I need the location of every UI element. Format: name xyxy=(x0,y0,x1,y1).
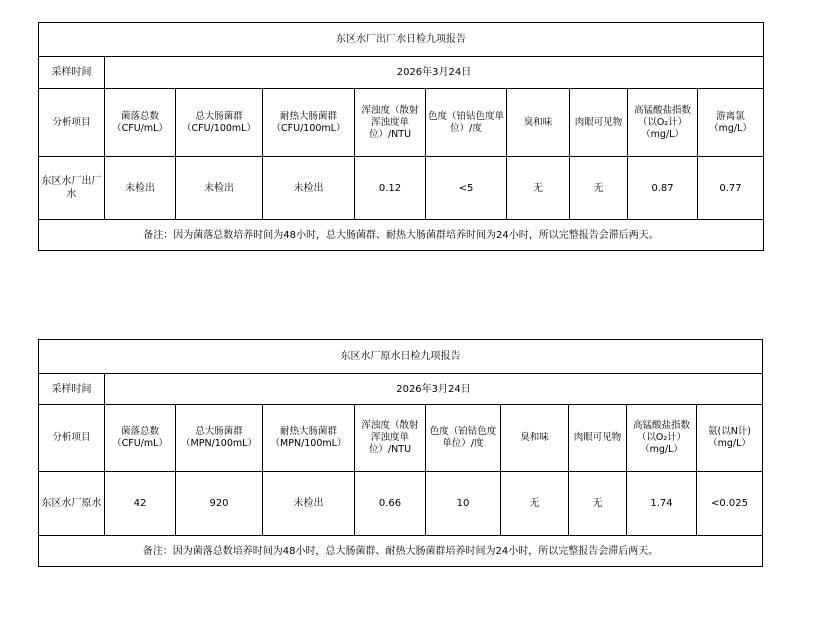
report-title: 东区水厂出厂水日检九项报告 xyxy=(39,23,764,57)
header-total-coliforms: 总大肠菌群（CFU/100mL） xyxy=(176,89,263,157)
value-chroma: <5 xyxy=(426,157,507,220)
header-colony-count: 菌落总数（CFU/mL） xyxy=(105,405,176,472)
value-visible-matter: 无 xyxy=(570,157,628,220)
value-turbidity: 0.66 xyxy=(355,472,426,536)
sample-name: 东区水厂出厂水 xyxy=(39,157,105,220)
report-note: 备注：因为菌落总数培养时间为48小时，总大肠菌群、耐热大肠菌群培养时间为24小时，所以完整报告会滞后两天。 xyxy=(39,536,763,567)
header-visible-matter: 肉眼可见物 xyxy=(570,89,628,157)
header-odor-taste: 臭和味 xyxy=(501,405,569,472)
header-colony-count: 菌落总数（CFU/mL） xyxy=(105,89,176,157)
header-turbidity: 浑浊度（散射浑浊度单位）/NTU xyxy=(355,405,426,472)
header-thermotolerant-coliforms: 耐热大肠菌群（CFU/100mL） xyxy=(263,89,355,157)
header-turbidity: 浑浊度（散射浑浊度单位）/NTU xyxy=(355,89,426,157)
value-turbidity: 0.12 xyxy=(355,157,426,220)
value-permanganate-index: 0.87 xyxy=(628,157,698,220)
header-chroma: 色度（铂钴色度单位）/度 xyxy=(426,89,507,157)
header-free-chlorine: 游离氯（mg/L） xyxy=(698,89,764,157)
report-note: 备注：因为菌落总数培养时间为48小时，总大肠菌群、耐热大肠菌群培养时间为24小时，所以完整报告会滞后两天。 xyxy=(39,220,764,251)
report-title: 东区水厂原水日检九项报告 xyxy=(39,340,763,374)
analysis-item-label: 分析项目 xyxy=(39,405,105,472)
sampling-date: 2026年3月24日 xyxy=(105,374,763,405)
value-colony-count: 42 xyxy=(105,472,176,536)
sampling-date: 2026年3月24日 xyxy=(105,57,764,89)
header-odor-taste: 臭和味 xyxy=(507,89,570,157)
value-total-coliforms: 未检出 xyxy=(176,157,263,220)
header-total-coliforms: 总大肠菌群（MPN/100mL） xyxy=(176,405,263,472)
value-odor-taste: 无 xyxy=(501,472,569,536)
header-permanganate-index: 高锰酸盐指数（以O₂计）（mg/L） xyxy=(627,405,697,472)
value-total-coliforms: 920 xyxy=(176,472,263,536)
analysis-item-label: 分析项目 xyxy=(39,89,105,157)
header-thermotolerant-coliforms: 耐热大肠菌群（MPN/100mL） xyxy=(263,405,355,472)
value-thermotolerant-coliforms: 未检出 xyxy=(263,472,355,536)
value-odor-taste: 无 xyxy=(507,157,570,220)
sampling-time-label: 采样时间 xyxy=(39,57,105,89)
sample-name: 东区水厂原水 xyxy=(39,472,105,536)
header-ammonia-nitrogen: 氨(以N计)（mg/L） xyxy=(697,405,763,472)
header-visible-matter: 肉眼可见物 xyxy=(569,405,627,472)
report-table-raw-water xyxy=(38,339,763,567)
value-chroma: 10 xyxy=(426,472,501,536)
value-permanganate-index: 1.74 xyxy=(627,472,697,536)
value-thermotolerant-coliforms: 未检出 xyxy=(263,157,355,220)
report-table-finished-water xyxy=(38,22,764,251)
header-chroma: 色度（铂钴色度单位）/度 xyxy=(426,405,501,472)
sampling-time-label: 采样时间 xyxy=(39,374,105,405)
header-permanganate-index: 高锰酸盐指数（以O₂计）（mg/L） xyxy=(628,89,698,157)
value-ammonia-nitrogen: <0.025 xyxy=(697,472,763,536)
value-free-chlorine: 0.77 xyxy=(698,157,764,220)
value-visible-matter: 无 xyxy=(569,472,627,536)
value-colony-count: 未检出 xyxy=(105,157,176,220)
